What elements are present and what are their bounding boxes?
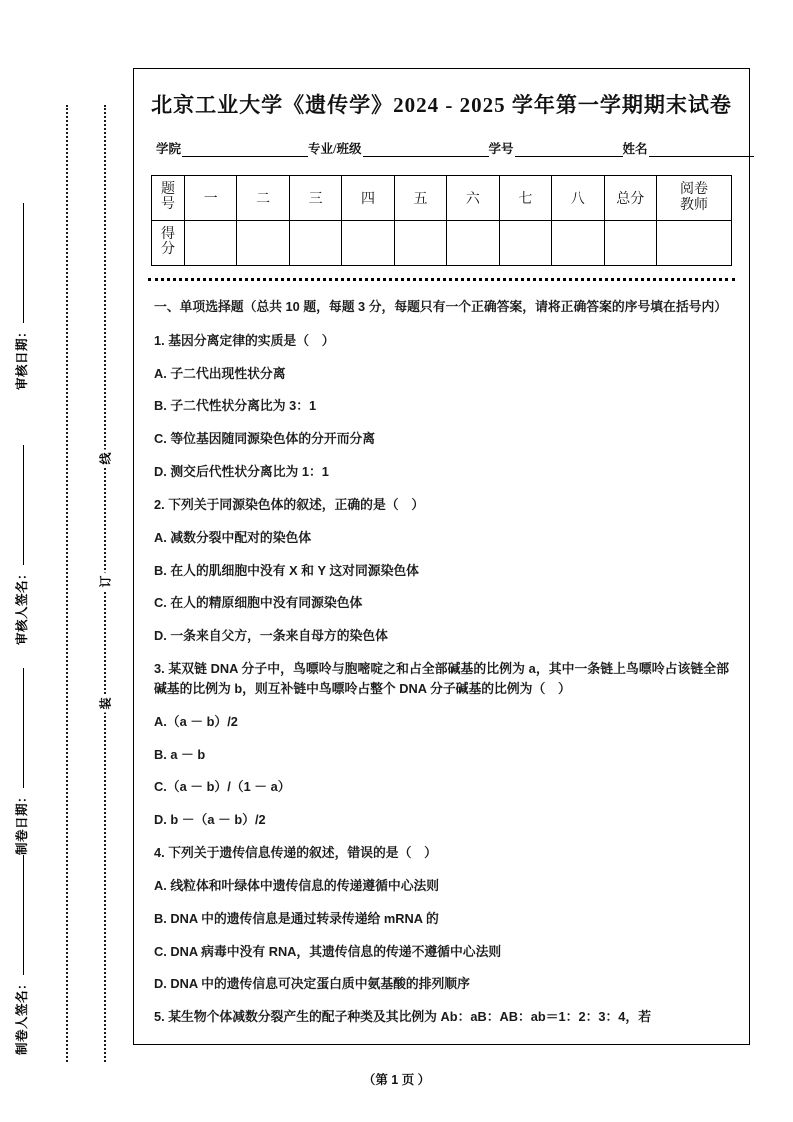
score-table-wrapper: [151, 175, 732, 266]
question-1-stem: 1. 基因分离定律的实质是（ ）: [154, 332, 335, 348]
question-3-option-d[interactable]: D. b －（a － b）/2: [154, 812, 266, 828]
field-student-id-label: 学号: [488, 142, 514, 156]
margin-label-review-date-rule: [23, 203, 24, 323]
field-student-id-input[interactable]: [515, 143, 623, 157]
margin-label-paper-date: [12, 625, 30, 855]
row-label-question-number-line1: 题: [161, 182, 175, 198]
margin-label-reviewer-signature-text: 审核人签名：: [15, 566, 29, 645]
score-table: [151, 175, 732, 266]
fold-line-outer: [66, 105, 68, 1062]
margin-label-author-signature: [12, 825, 30, 1055]
score-col-header-total: 总分: [604, 176, 657, 221]
score-col-header-7: 七: [499, 176, 551, 221]
score-value-3[interactable]: [289, 221, 341, 266]
margin-label-review-date: [12, 160, 30, 390]
student-info-row: [156, 139, 727, 157]
score-table-header-row: [152, 176, 732, 221]
row-label-score-line1: 得: [161, 227, 175, 243]
field-major-class-input[interactable]: [363, 143, 489, 157]
question-2-stem: 2. 下列关于同源染色体的叙述，正确的是（ ）: [154, 496, 425, 512]
score-value-2[interactable]: [237, 221, 289, 266]
question-body: [154, 297, 729, 1027]
score-col-header-8: 八: [552, 176, 604, 221]
exam-sheet: [133, 68, 750, 1045]
question-1-option-d[interactable]: D. 测交后代性状分离比为 1：1: [154, 464, 329, 480]
left-margin-labels: [0, 0, 70, 1122]
score-value-8[interactable]: [552, 221, 604, 266]
margin-label-reviewer-signature: [12, 415, 30, 645]
margin-label-author-signature-text: 制卷人签名：: [15, 976, 29, 1055]
score-value-1[interactable]: [185, 221, 237, 266]
score-value-7[interactable]: [499, 221, 551, 266]
score-table-value-row: [152, 221, 732, 266]
fold-mark-line: 线: [94, 450, 117, 468]
margin-label-paper-date-rule: [23, 668, 24, 788]
score-col-header-4: 四: [342, 176, 394, 221]
score-value-grader[interactable]: [657, 221, 732, 266]
field-name: [623, 139, 754, 157]
question-2-option-a[interactable]: A. 减数分裂中配对的染色体: [154, 529, 312, 545]
section-heading: 一、单项选择题（总共 10 题，每题 3 分，每题只有一个正确答案，请将正确答案的序号填在括号内）: [154, 299, 728, 314]
row-label-question-number-line2: 号: [161, 197, 175, 212]
question-5-stem: 5. 某生物个体减数分裂产生的配子种类及其比例为 Ab：aB：AB：ab＝1：2：3：4，若: [154, 1009, 651, 1025]
row-label-score: [152, 221, 185, 266]
question-1-option-c[interactable]: C. 等位基因随同源染色体的分开而分离: [154, 431, 376, 447]
question-2-option-b[interactable]: B. 在人的肌细胞中没有 X 和 Y 这对同源染色体: [154, 562, 419, 578]
section-divider: [148, 278, 735, 281]
field-student-id: [489, 139, 623, 157]
score-value-4[interactable]: [342, 221, 394, 266]
question-3-stem: 3. 某双链 DNA 分子中，鸟嘌呤与胞嘧啶之和占全部碱基的比例为 a，其中一条链上鸟嘌呤占该链全部碱基的比例为 b，则互补链中鸟嘌呤占整个 DNA 分子碱基的比例为（ ）: [154, 661, 729, 696]
question-3-option-c[interactable]: C.（a － b）/（1 － a）: [154, 779, 291, 795]
field-college: [156, 139, 308, 157]
margin-label-paper-date-text: 制卷日期：: [15, 789, 29, 855]
field-name-input[interactable]: [649, 143, 754, 157]
margin-label-reviewer-signature-rule: [23, 445, 24, 565]
grader-label-line2: 教师: [680, 198, 708, 213]
score-col-header-3: 三: [289, 176, 341, 221]
score-col-header-6: 六: [447, 176, 499, 221]
margin-label-author-signature-rule: [23, 855, 24, 975]
page-footer: （第 1 页 ）: [362, 1073, 431, 1087]
question-1-option-a[interactable]: A. 子二代出现性状分离: [154, 365, 286, 381]
field-name-label: 姓名: [622, 142, 648, 156]
field-college-input[interactable]: [182, 143, 308, 157]
question-1-option-b[interactable]: B. 子二代性状分离比为 3：1: [154, 398, 317, 414]
question-4-option-d[interactable]: D. DNA 中的遗传信息可决定蛋白质中氨基酸的排列顺序: [154, 976, 470, 992]
fold-mark-seal: 装: [94, 695, 117, 713]
question-2-option-c[interactable]: C. 在人的精原细胞中没有同源染色体: [154, 595, 363, 611]
question-2-option-d[interactable]: D. 一条来自父方，一条来自母方的染色体: [154, 628, 388, 644]
score-value-6[interactable]: [447, 221, 499, 266]
grader-label-line1: 阅卷: [680, 181, 708, 197]
score-col-header-5: 五: [394, 176, 446, 221]
question-3-option-b[interactable]: B. a － b: [154, 746, 206, 762]
fold-mark-bind: 订: [94, 573, 117, 591]
score-col-header-1: 一: [185, 176, 237, 221]
score-col-header-2: 二: [237, 176, 289, 221]
question-4-option-b[interactable]: B. DNA 中的遗传信息是通过转录传递给 mRNA 的: [154, 910, 439, 926]
page-title: 北京工业大学《遗传学》2024 - 2025 学年第一学期期末试卷: [151, 93, 732, 117]
field-college-label: 学院: [156, 142, 182, 156]
question-3-option-a[interactable]: A.（a － b）/2: [154, 713, 238, 729]
margin-label-review-date-text: 审核日期：: [15, 324, 29, 390]
question-4-option-a[interactable]: A. 线粒体和叶绿体中遗传信息的传递遵循中心法则: [154, 877, 440, 893]
score-col-header-grader: [657, 176, 732, 221]
row-label-score-line2: 分: [161, 242, 175, 257]
field-major-class-label: 专业/班级: [308, 142, 362, 156]
row-label-question-number: [152, 176, 185, 221]
field-major-class: [308, 139, 488, 157]
score-value-total[interactable]: [604, 221, 657, 266]
question-4-option-c[interactable]: C. DNA 病毒中没有 RNA，其遗传信息的传递不遵循中心法则: [154, 943, 502, 959]
score-value-5[interactable]: [394, 221, 446, 266]
question-4-stem: 4. 下列关于遗传信息传递的叙述，错误的是（ ）: [154, 845, 437, 861]
